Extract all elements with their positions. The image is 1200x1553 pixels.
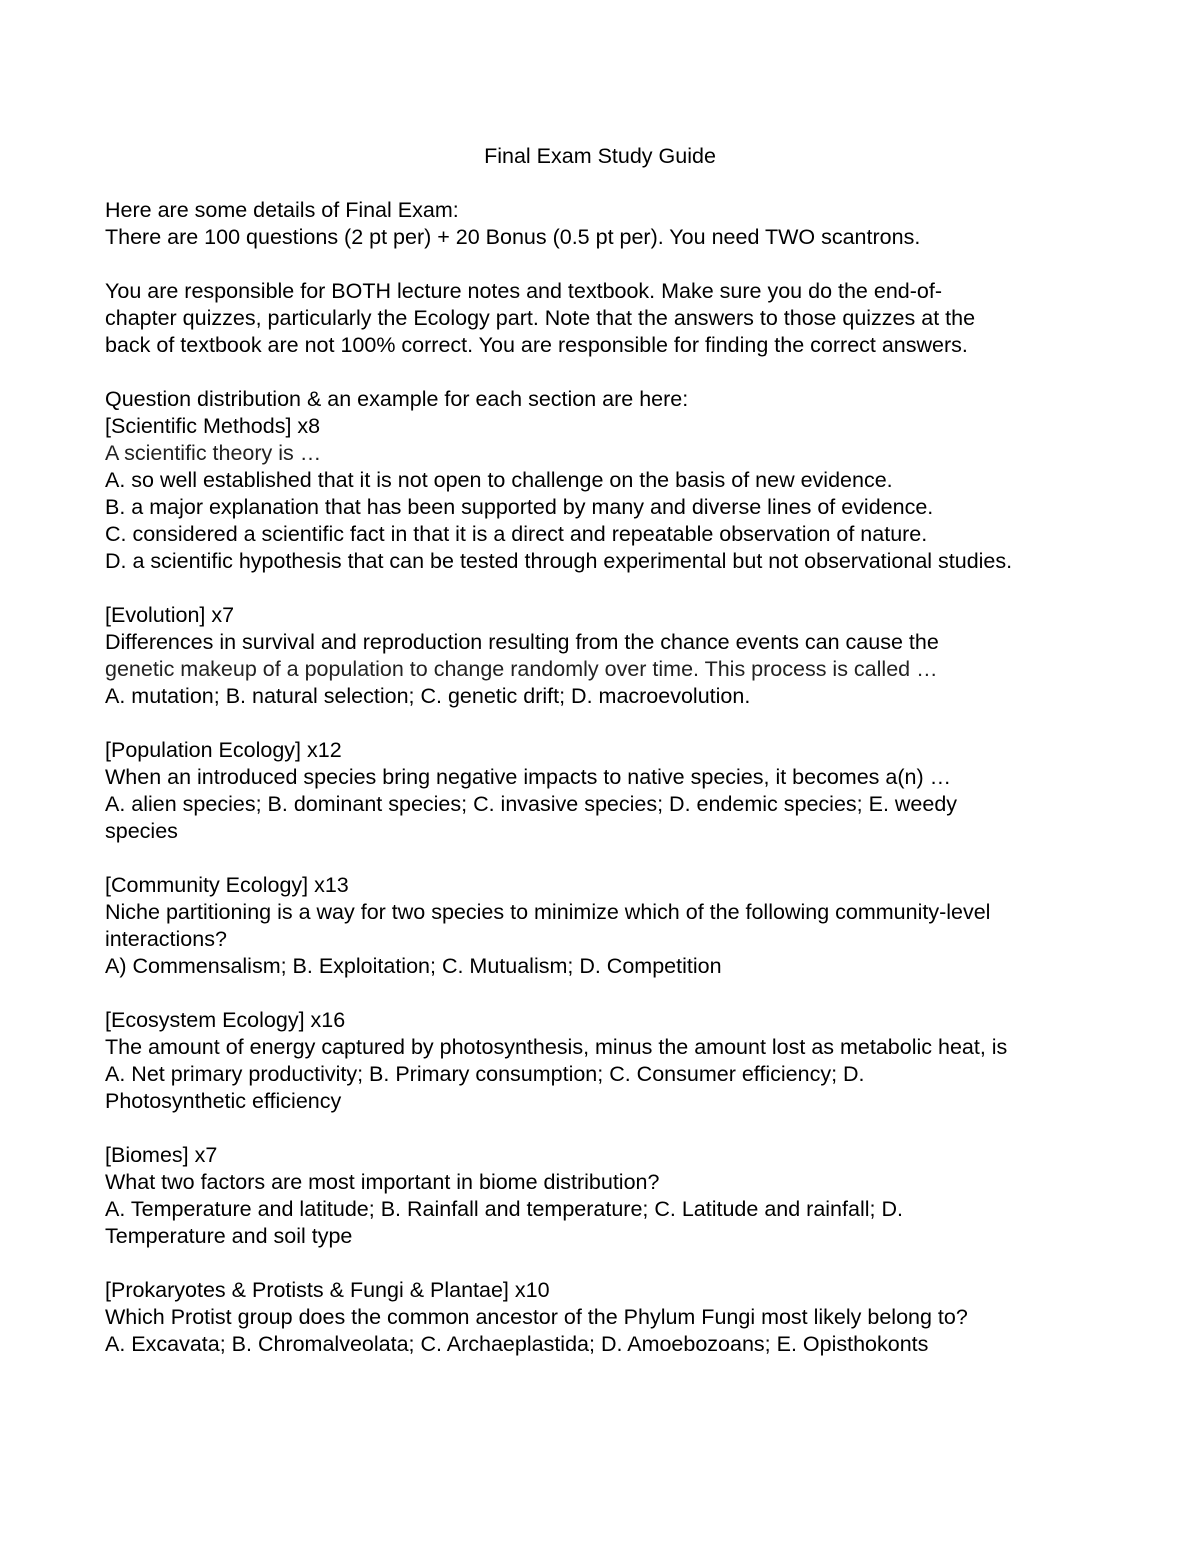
page-title: Final Exam Study Guide	[484, 144, 716, 168]
answer-option: A. so well established that it is not open to challenge on the basis of new evidence.	[105, 468, 893, 492]
question-text: Differences in survival and reproduction resulting from the chance events can cause the	[105, 630, 939, 654]
answer-options: species	[105, 819, 178, 843]
question-text: Which Protist group does the common ancestor of the Phylum Fungi most likely belong to?	[105, 1305, 968, 1329]
section-header: [Population Ecology] x12	[105, 738, 342, 762]
section-header: [Prokaryotes & Protists & Fungi & Plantae] x10	[105, 1278, 550, 1302]
answer-option: B. a major explanation that has been supported by many and diverse lines of evidence.	[105, 495, 934, 519]
answer-options: Photosynthetic efficiency	[105, 1089, 342, 1113]
answer-options: Temperature and soil type	[105, 1224, 353, 1248]
question-text: genetic makeup of a population to change randomly over time. This process is called …	[105, 657, 938, 681]
intro-line: There are 100 questions (2 pt per) + 20 Bonus (0.5 pt per). You need TWO scantrons.	[105, 225, 921, 249]
answer-options: A. Temperature and latitude; B. Rainfall and temperature; C. Latitude and rainfall; D.	[105, 1197, 903, 1221]
question-text: A scientific theory is …	[105, 441, 322, 465]
section-header: [Ecosystem Ecology] x16	[105, 1008, 346, 1032]
answer-option: C. considered a scientific fact in that it is a direct and repeatable observation of nature.	[105, 522, 928, 546]
responsibility-line: You are responsible for BOTH lecture notes and textbook. Make sure you do the end-of-	[105, 279, 942, 303]
answer-option: D. a scientific hypothesis that can be tested through experimental but not observational studies.	[105, 549, 1013, 573]
section-header: [Evolution] x7	[105, 603, 235, 627]
question-text: interactions?	[105, 927, 227, 951]
answer-options: A. Excavata; B. Chromalveolata; C. Archaeplastida; D. Amoebozoans; E. Opisthokonts	[105, 1332, 929, 1356]
section-header: [Biomes] x7	[105, 1143, 218, 1167]
responsibility-line: chapter quizzes, particularly the Ecology part. Note that the answers to those quizzes at the	[105, 306, 976, 330]
intro-heading: Here are some details of Final Exam:	[105, 198, 459, 222]
question-text: The amount of energy captured by photosynthesis, minus the amount lost as metabolic heat, is	[105, 1035, 1008, 1059]
answer-options: A. mutation; B. natural selection; C. genetic drift; D. macroevolution.	[105, 684, 751, 708]
section-header: [Community Ecology] x13	[105, 873, 349, 897]
responsibility-line: back of textbook are not 100% correct. You are responsible for finding the correct answers.	[105, 333, 968, 357]
section-header: [Scientific Methods] x8	[105, 414, 321, 438]
question-text: What two factors are most important in biome distribution?	[105, 1170, 660, 1194]
answer-options: A. Net primary productivity; B. Primary consumption; C. Consumer efficiency; D.	[105, 1062, 865, 1086]
distribution-heading: Question distribution & an example for each section are here:	[105, 387, 689, 411]
question-text: When an introduced species bring negative impacts to native species, it becomes a(n) …	[105, 765, 952, 789]
answer-options: A) Commensalism; B. Exploitation; C. Mutualism; D. Competition	[105, 954, 722, 978]
question-text: Niche partitioning is a way for two species to minimize which of the following community-level	[105, 900, 991, 924]
answer-options: A. alien species; B. dominant species; C. invasive species; D. endemic species; E. weedy	[105, 792, 958, 816]
